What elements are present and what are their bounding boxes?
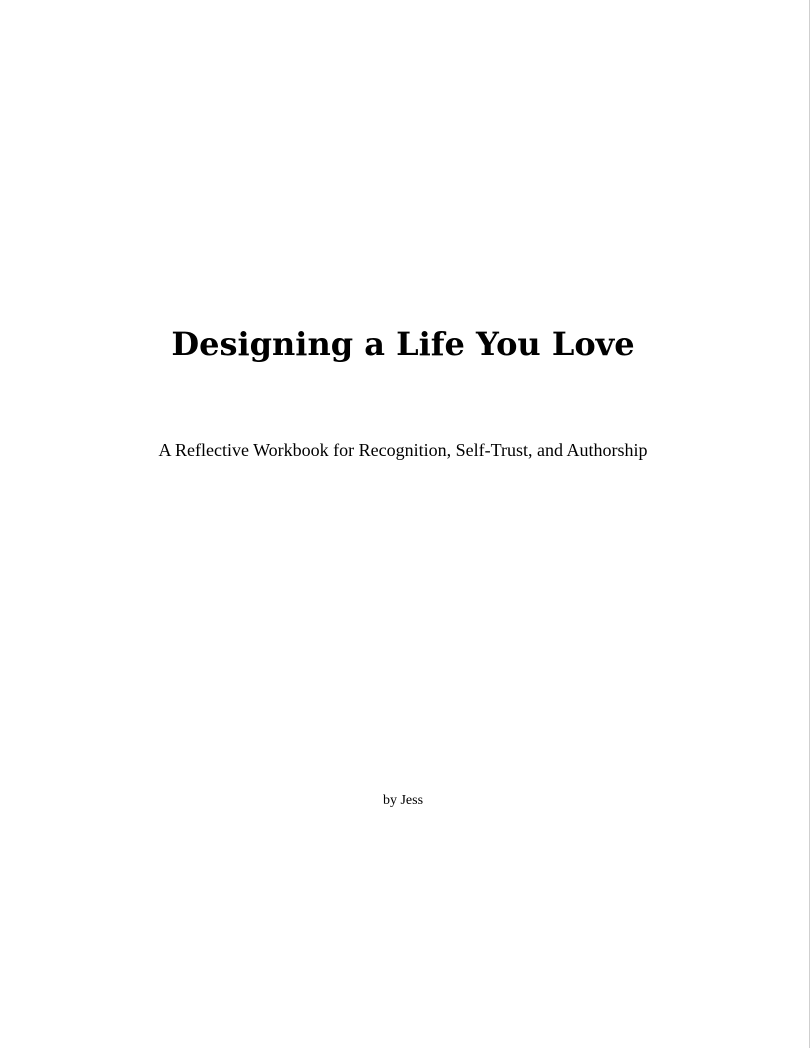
document-subtitle: A Reflective Workbook for Recognition, Self-Trust, and Authorship	[158, 440, 648, 460]
document-title: Designing a Life You Love	[171, 325, 635, 363]
author-byline: by Jess	[382, 793, 424, 808]
